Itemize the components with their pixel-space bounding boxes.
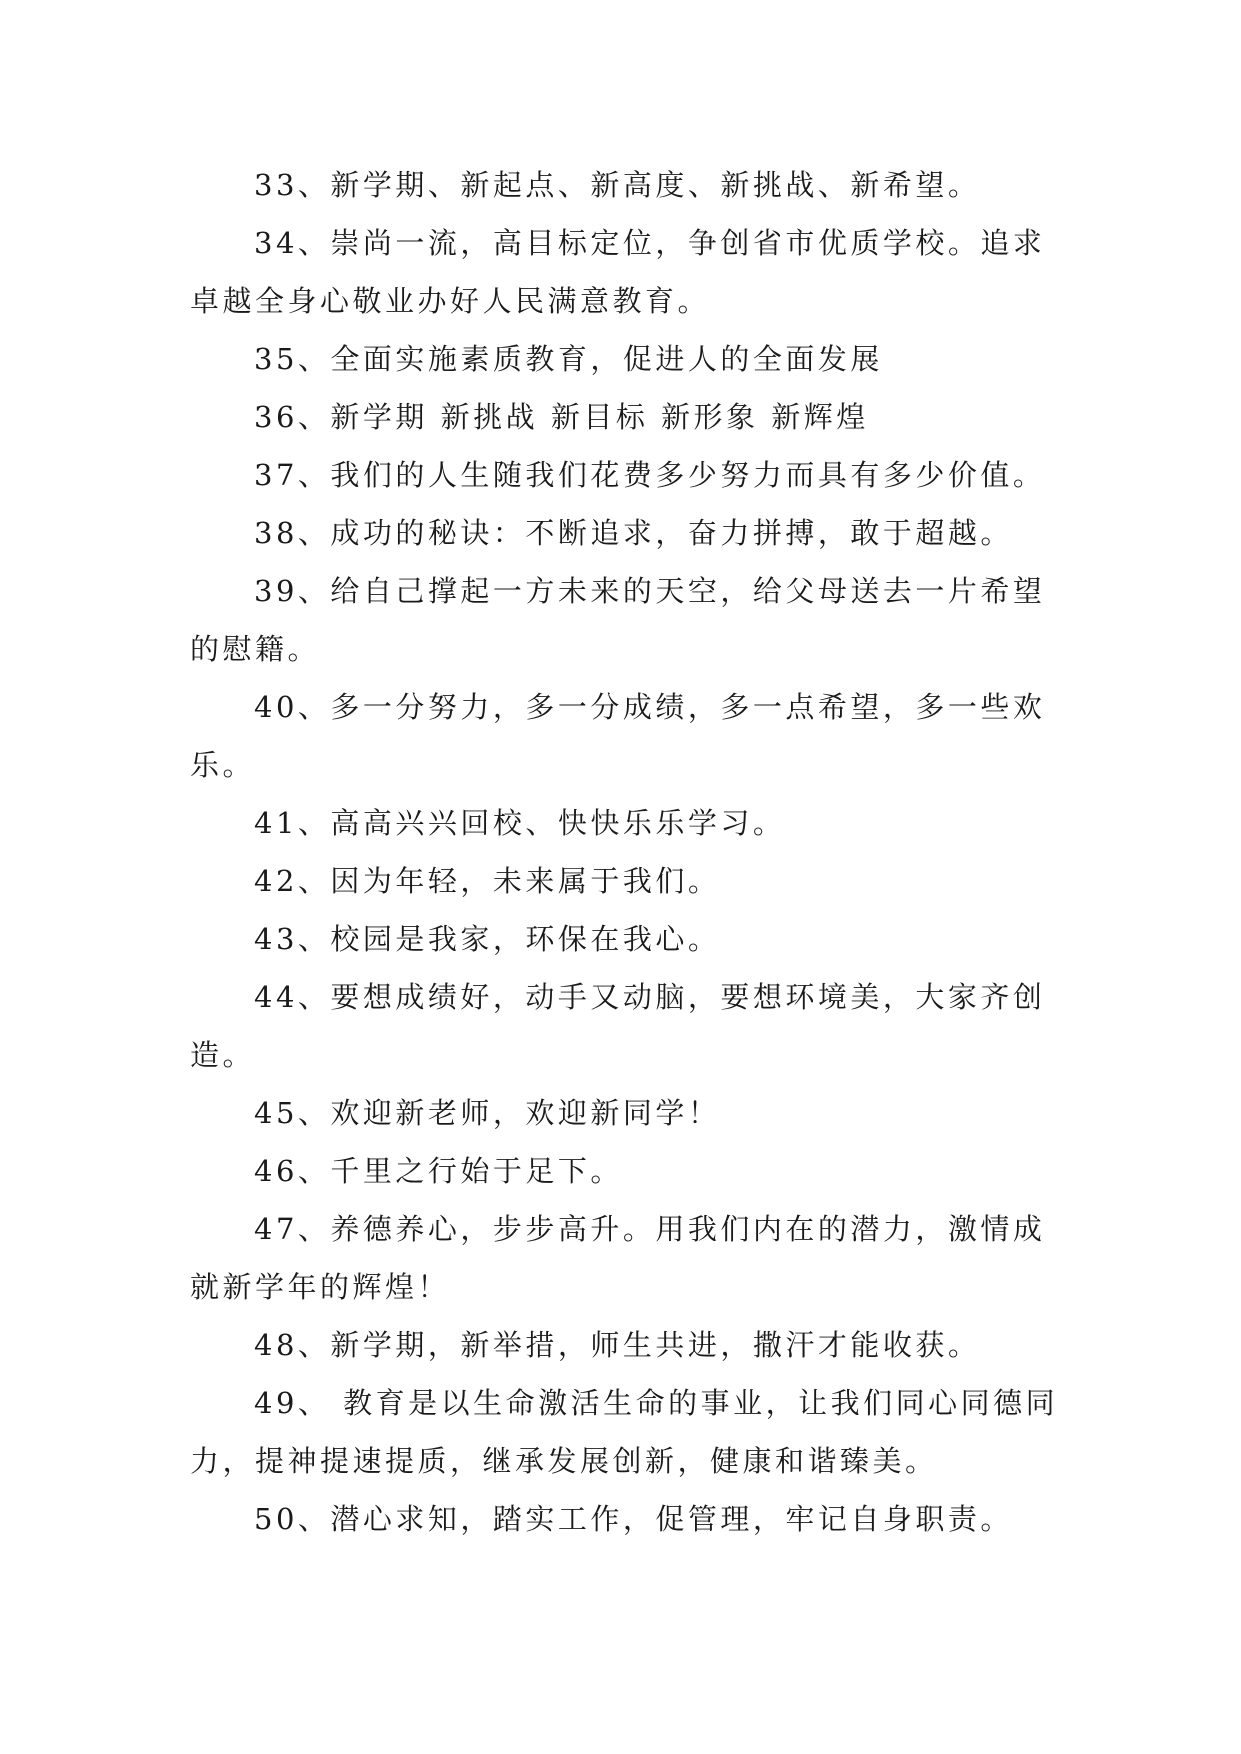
paragraph-34: 34、崇尚一流，高目标定位，争创省市优质学校。追求卓越全身心敬业办好人民满意教育。 [190, 226, 1046, 318]
paragraph-33: 33、新学期、新起点、新高度、新挑战、新希望。 [254, 168, 981, 202]
paragraph-40: 40、多一分努力，多一分成绩，多一点希望，多一些欢乐。 [190, 690, 1046, 782]
paragraph-41: 41、高高兴兴回校、快快乐乐学习。 [254, 806, 786, 840]
paragraph-44: 44、要想成绩好，动手又动脑，要想环境美，大家齐创造。 [190, 980, 1046, 1072]
paragraph-47: 47、养德养心，步步高升。用我们内在的潜力，激情成就新学年的辉煌！ [190, 1212, 1046, 1304]
paragraph-37: 37、我们的人生随我们花费多少努力而具有多少价值。 [254, 458, 1046, 492]
paragraph-49: 49、 教育是以生命激活生命的事业，让我们同心同德同力，提神提速提质，继承发展创新，健康和谐臻美。 [190, 1386, 1059, 1478]
document-body [190, 156, 1060, 1548]
paragraph-42: 42、因为年轻，未来属于我们。 [254, 864, 721, 898]
paragraph-36: 36、新学期 新挑战 新目标 新形象 新辉煌 [254, 400, 869, 434]
paragraph-43: 43、校园是我家，环保在我心。 [254, 922, 721, 956]
paragraph-46: 46、千里之行始于足下。 [254, 1154, 623, 1188]
paragraph-50: 50、潜心求知，踏实工作，促管理，牢记自身职责。 [254, 1502, 1013, 1536]
paragraph-48: 48、新学期，新举措，师生共进，撒汗才能收获。 [254, 1328, 981, 1362]
paragraph-35: 35、全面实施素质教育，促进人的全面发展 [254, 342, 883, 376]
paragraph-45: 45、欢迎新老师，欢迎新同学！ [254, 1096, 721, 1130]
paragraph-38: 38、成功的秘诀：不断追求，奋力拼搏，敢于超越。 [254, 516, 1013, 550]
paragraph-39: 39、给自己撑起一方未来的天空，给父母送去一片希望的慰籍。 [190, 574, 1046, 666]
